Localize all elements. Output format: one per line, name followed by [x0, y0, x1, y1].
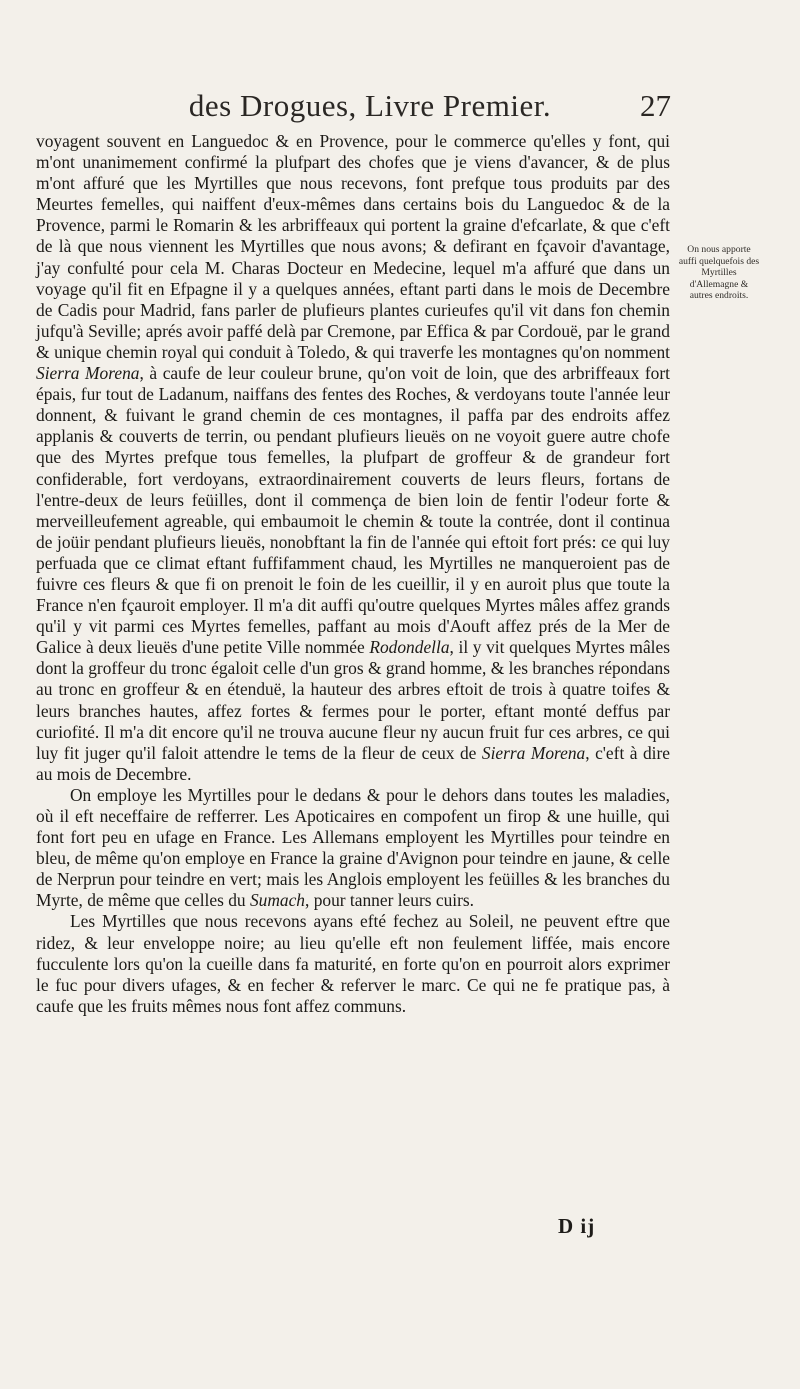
- text-run: , il y vit quelques Myrtes mâles dont la groffeur du tronc égaloit celle d'un gros & grand homme, & les branches répondans au tronc en groffeur & en étenduë, la hauteur des arbres eftoit de trois à quatre toifes & leurs branches hautes, affez fortes & fermes pour le porter, eftant monté deffus par curiofité. Il m'a dit encore qu'il ne trouva aucune fleur ny aucun fruit fur ces arbres, ce qui luy fit juger qu'il faloit attendre le tems de la fleur de ceux de: [36, 637, 670, 763]
- italic-text: Sumach: [249, 890, 305, 911]
- paragraph: [36, 131, 670, 785]
- margin-note: On nous apporte auffi quelquefois des Myrtilles d'Allemagne & autres endroits.: [678, 244, 760, 302]
- body-text: [36, 131, 670, 1017]
- page-header: [0, 88, 800, 128]
- text-run: , à caufe de leur couleur brune, qu'on voit de loin, que des arbriffeaux fort épais, fur tout de Ladanum, naiffans des fentes des Roches, & verdoyans toute l'année leur donnent, & fuivant le grand chemin de ces montagnes, il paffa par des endroits affez applanis & couverts de terrin, ou pendant plufieurs lieuës on ne voyoit guere autre chofe que des Myrtes prefque tous femelles, la plufpart de groffeur & de grandeur fort confiderable, fort verdoyans, extraordinairement couverts de leurs fleurs, fortans de l'entre-deux de leurs feüilles, dont il commença de bien loin de fentir l'odeur forte & merveilleufement agreable, qui embaumoit le chemin & toute la contrée, dont il continua de joüir pendant plufieurs lieuës, nonobftant la fin de l'année qui eftoit fort prés: ce qui luy perfuada que ce climat eftant fuffifamment chaud, les Myrtilles ne manqueroient pas de fuivre ces fleurs & que fi on prenoit le foin de les cueillir, il y en auroit plus que toute la France n'en fçauroit employer. Il m'a dit auffi qu'outre quelques Myrtes mâles affez grands qu'il y vit parmi ces Myrtes femelles, paffant au mois d'Aouft affez prés de la Mer de Galice à deux lieuës d'une petite Ville nommée: [36, 363, 670, 658]
- running-title: des Drogues, Livre Premier.: [188, 88, 552, 123]
- paragraph: [36, 911, 670, 1016]
- text-run: , c'eft à dire au mois de Decembre.: [36, 742, 670, 784]
- italic-text: Rodondella: [369, 637, 450, 658]
- text-run: Les Myrtilles que nous recevons ayans efté fechez au Soleil, ne peuvent eftre que ridez, & leur enveloppe noire; au lieu qu'elle eft non feulement liffée, mais encore fucculente lors qu'on la cueille dans fa maturité, en forte qu'on en pourroit alors exprimer le fuc pour divers ufages, & en fecher & referver le marc. Ce qui ne fe pratique pas, à caufe que les fruits mêmes nous font affez communs.: [36, 911, 670, 1016]
- italic-text: Sierra Morena: [481, 742, 586, 763]
- page-number: 27: [640, 88, 671, 123]
- text-run: voyagent souvent en Languedoc & en Provence, pour le commerce qu'elles y font, qui m'ont unanimement confirmé la plufpart des chofes que je viens d'avancer, & de plus m'ont affuré que les Myrtilles que nous recevons, font prefque tous produits par des Meurtes femelles, qui naiffent d'eux-mêmes dans certains bois du Languedoc & de la Provence, parmi le Romarin & les arbriffeaux qui portent la graine d'efcarlate, & que c'eft de là que nous viennent les Myrtilles que nous avons; & defirant en fçavoir d'avantage, j'ay confulté pour cela M. Charas Docteur en Medecine, lequel m'a affuré que dans un voyage qu'il fit en Efpagne il y a quelques années, eftant parti dans le mois de Decembre de Cadis pour Madrid, fans parler de plufieurs plantes curieufes qu'il vit dans fon chemin jufqu'à Seville; aprés avoir paffé delà par Cremone, par Effica & par Cordouë, par le grand & unique chemin royal qui conduit à Toledo, & qui traverfe les montagnes qu'on nomment: [36, 131, 670, 362]
- italic-text: Sierra Morena: [36, 363, 140, 384]
- signature-mark: D ij: [558, 1214, 596, 1238]
- text-run: On employe les Myrtilles pour le dedans & pour le dehors dans toutes les maladies, où il eft neceffaire de refferrer. Les Apoticaires en compofent un firop & une huille, qui font fort peu en ufage en France. Les Allemans employent les Myrtilles pour teindre en bleu, de même qu'on employe en France la graine d'Avignon pour teindre en jaune, & celle de Nerprun pour teindre en vert; mais les Anglois employent les feüilles & les branches du Myrte, de même que celles du: [36, 784, 670, 911]
- paragraph: [36, 785, 670, 912]
- text-run: , pour tanner leurs cuirs.: [305, 890, 475, 911]
